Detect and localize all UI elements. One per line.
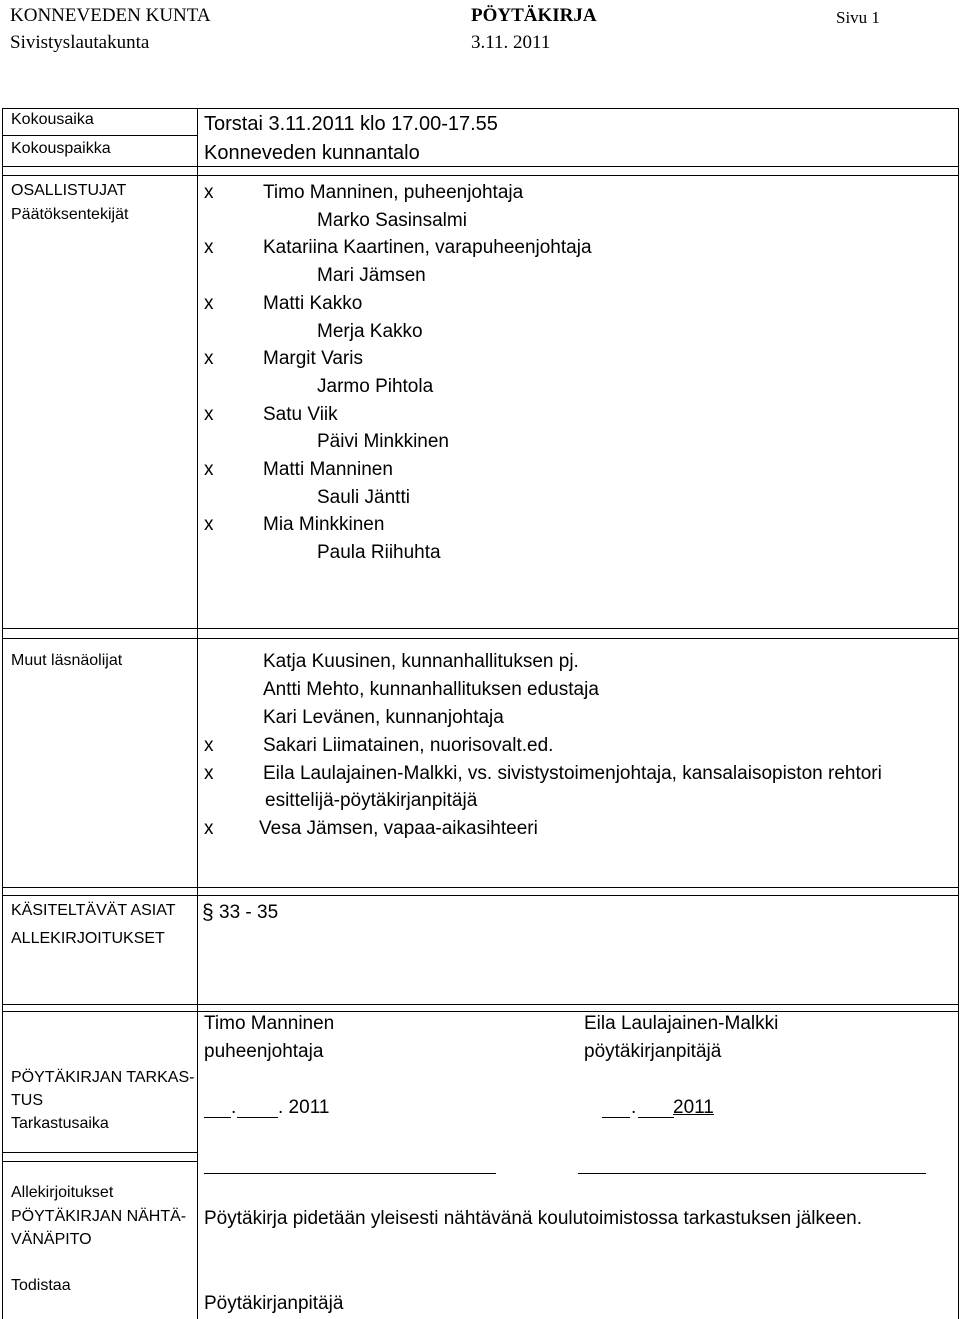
member-name: Mia Minkkinen	[263, 514, 385, 535]
certifier-role: Pöytäkirjanpitäjä	[204, 1293, 344, 1314]
secretary-name: Eila Laulajainen-Malkki	[584, 1013, 779, 1034]
page-number: Sivu 1	[836, 8, 880, 27]
display-label-line1: PÖYTÄKIRJAN NÄHTÄ-	[11, 1208, 187, 1225]
table-top-border	[2, 108, 959, 109]
table-right-border	[958, 108, 959, 1319]
row-divider	[2, 895, 959, 896]
other-attendee-role: esittelijä-pöytäkirjanpitäjä	[265, 790, 478, 811]
day-blank[interactable]	[602, 1117, 630, 1118]
attendance-mark: x	[204, 763, 214, 784]
other-attendee: Sakari Liimatainen, nuorisovalt.ed.	[263, 735, 554, 756]
review-time-label: Tarkastusaika	[11, 1115, 109, 1132]
display-label-line2: VÄNÄPITO	[11, 1231, 92, 1248]
document-type: PÖYTÄKIRJA	[471, 5, 597, 26]
attendance-mark: x	[204, 237, 214, 258]
signatures-label: ALLEKIRJOITUKSET	[11, 930, 165, 947]
other-attendee: Vesa Jämsen, vapaa-aikasihteeri	[259, 818, 538, 839]
secretary-role: pöytäkirjanpitäjä	[584, 1041, 722, 1062]
row-divider	[2, 166, 959, 167]
review-label-line2: TUS	[11, 1092, 43, 1109]
row-divider	[2, 175, 959, 176]
attendance-mark: x	[204, 293, 214, 314]
deputy-name: Jarmo Pihtola	[317, 376, 434, 397]
row-divider	[2, 1011, 959, 1012]
row-divider	[2, 135, 198, 136]
other-attendee: Kari Levänen, kunnanjohtaja	[263, 707, 504, 728]
attendance-mark: x	[204, 459, 214, 480]
signature-line[interactable]	[204, 1173, 496, 1174]
other-attendee: Eila Laulajainen-Malkki, vs. sivistystoimenjohtaja, kansalaisopiston rehtori	[263, 763, 882, 784]
date-separator: .	[631, 1097, 637, 1118]
attendance-mark: x	[204, 182, 214, 203]
row-divider	[2, 887, 959, 888]
attendance-mark: x	[204, 404, 214, 425]
other-attendee: Antti Mehto, kunnanhallituksen edustaja	[263, 679, 599, 700]
table-left-border	[2, 108, 3, 1319]
label-column-divider	[197, 108, 198, 1319]
others-present-label: Muut läsnäolijat	[11, 652, 123, 669]
document-date: 3.11. 2011	[471, 32, 551, 53]
member-name: Matti Manninen	[263, 459, 393, 480]
attendance-mark: x	[204, 348, 214, 369]
chair-name: Timo Manninen	[204, 1013, 335, 1034]
decision-makers-label: Päätöksentekijät	[11, 206, 129, 223]
deputy-name: Paula Riihuhta	[317, 542, 441, 563]
display-notice: Pöytäkirja pidetään yleisesti nähtävänä koulutoimistossa tarkastuksen jälkeen.	[204, 1208, 862, 1229]
date-separator: .	[231, 1097, 237, 1118]
deputy-name: Merja Kakko	[317, 321, 423, 342]
row-divider	[2, 1004, 959, 1005]
member-name: Satu Viik	[263, 404, 338, 425]
day-blank[interactable]	[204, 1117, 231, 1118]
row-divider	[2, 638, 959, 639]
deputy-name: Mari Jämsen	[317, 265, 426, 286]
attendance-mark: x	[204, 735, 214, 756]
member-name: Timo Manninen, puheenjohtaja	[263, 182, 524, 203]
participants-label: OSALLISTUJAT	[11, 182, 127, 199]
date-year: . 2011	[278, 1097, 330, 1118]
month-blank[interactable]	[237, 1117, 278, 1118]
deputy-name: Sauli Jäntti	[317, 487, 410, 508]
other-attendee: Katja Kuusinen, kunnanhallituksen pj.	[263, 651, 579, 672]
deputy-name: Päivi Minkkinen	[317, 431, 449, 452]
meeting-place-label: Kokouspaikka	[11, 140, 111, 157]
meeting-time-label: Kokousaika	[11, 111, 94, 128]
chair-role: puheenjohtaja	[204, 1041, 324, 1062]
member-name: Matti Kakko	[263, 293, 363, 314]
month-blank[interactable]	[638, 1117, 674, 1118]
items-range: 33 - 35	[219, 902, 279, 923]
member-name: Katariina Kaartinen, varapuheenjohtaja	[263, 237, 592, 258]
review-label-line1: PÖYTÄKIRJAN TARKAS-	[11, 1069, 195, 1086]
organization-name: KONNEVEDEN KUNTA	[10, 5, 211, 26]
attendance-mark: x	[204, 818, 214, 839]
certify-label: Todistaa	[11, 1277, 71, 1294]
signature-line[interactable]	[578, 1173, 926, 1174]
section-sign: §	[202, 901, 214, 924]
signatures-row-label: Allekirjoitukset	[11, 1184, 114, 1201]
member-name: Margit Varis	[263, 348, 363, 369]
meeting-place-value: Konneveden kunnantalo	[204, 142, 420, 164]
items-label: KÄSITELTÄVÄT ASIAT	[11, 902, 176, 919]
row-divider	[2, 1161, 198, 1162]
date-year: 2011	[673, 1097, 714, 1118]
row-divider	[2, 628, 959, 629]
deputy-name: Marko Sasinsalmi	[317, 210, 467, 231]
attendance-mark: x	[204, 514, 214, 535]
meeting-time-value: Torstai 3.11.2011 klo 17.00-17.55	[204, 113, 498, 135]
department-name: Sivistyslautakunta	[10, 32, 150, 53]
row-divider	[2, 1152, 198, 1153]
